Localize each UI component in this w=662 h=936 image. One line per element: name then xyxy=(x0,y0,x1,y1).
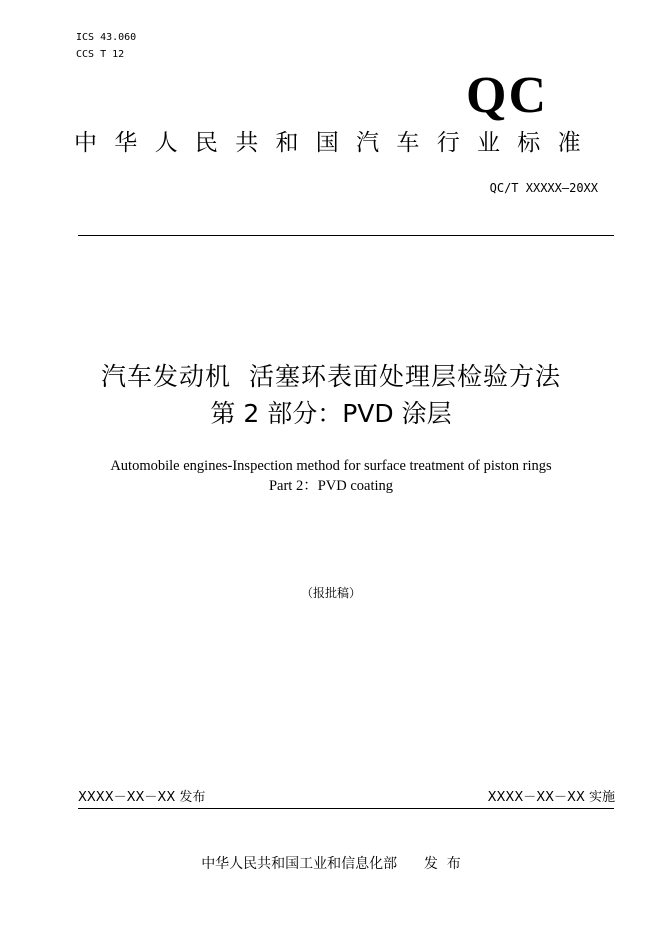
footer-divider xyxy=(78,808,614,809)
document-title-cn: 汽车发动机 活塞环表面处理层检验方法 xyxy=(101,362,561,391)
header-divider xyxy=(78,235,614,236)
standard-category-title: 中华人民共和国汽车行业标准 xyxy=(74,130,598,156)
ccs-code: CCS T 12 xyxy=(76,49,125,60)
standard-number: QC/T XXXXX—20XX xyxy=(489,181,598,195)
implementation-date: XXXX－XX－XX 实施 xyxy=(487,790,615,805)
document-subtitle-en: Part 2：PVD coating xyxy=(268,478,394,494)
publisher-line: 中华人民共和国工业和信息化部 发 布 xyxy=(201,856,461,872)
issue-date: XXXX－XX－XX 发布 xyxy=(78,790,206,805)
draft-status-label: （报批稿） xyxy=(300,586,361,600)
document-subtitle-cn: 第 2 部分：PVD 涂层 xyxy=(210,399,452,428)
ics-code: ICS 43.060 xyxy=(76,32,137,43)
qc-logo: QC xyxy=(466,67,548,124)
document-title-en: Automobile engines-Inspection method for surface treatment of piston rings xyxy=(110,458,552,474)
